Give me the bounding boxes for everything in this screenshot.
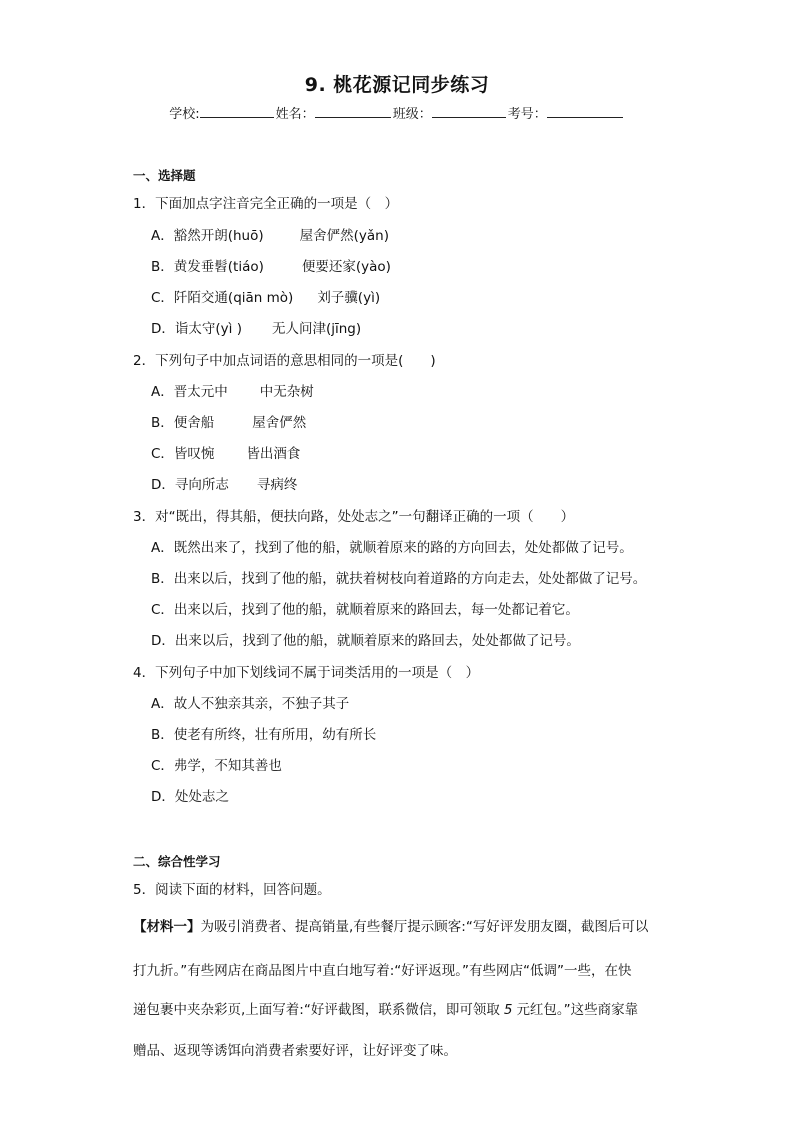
student-info-line — [0, 103, 794, 122]
material-line: 打九折。”有些网店在商品图片中直白地写着:“好评返现。”有些网店“低调”一些，在快 — [133, 963, 632, 979]
question-3-option-b: B．出来以后，找到了他的船，就扶着树枝向着道路的方向走去，处处都做了记号。 — [151, 571, 647, 587]
option-part: A．晋太元中 — [151, 384, 228, 400]
question-2-option-d — [151, 473, 297, 493]
question-5-stem: 5．阅读下面的材料，回答问题。 — [133, 882, 331, 898]
question-3-stem: 3．对“既出，得其船，便扶向路，处处志之”一句翻译正确的一项（ ） — [133, 509, 575, 525]
option-part: 无人问津(jīng) — [271, 321, 362, 337]
option-part: 屋舍俨然 — [252, 415, 307, 431]
material-line: 赠品、返现等诱饵向消费者索要好评，让好评变了味。 — [133, 1043, 457, 1059]
material-label: 【材料一】 — [133, 919, 201, 935]
question-3-option-c: C．出来以后，找到了他的船，就顺着原来的路回去，每一处都记着它。 — [151, 602, 579, 618]
exam-no-label: 考号： — [507, 107, 547, 122]
option-part: 屋舍俨然(yǎn) — [299, 228, 389, 244]
option-part: C．皆叹惋 — [151, 446, 215, 462]
option-part: 寻病终 — [256, 477, 298, 493]
question-2-option-c — [151, 442, 300, 462]
exam-no-blank — [547, 103, 623, 118]
material-number: 5 — [503, 1002, 513, 1018]
material-text: 递包裹中夹杂彩页,上面写着:“好评截图，联系微信，即可领取 — [133, 1002, 500, 1018]
material-line — [133, 998, 663, 1018]
question-4-option-b: B．使老有所终，壮有所用，幼有所长 — [151, 727, 377, 743]
school-label: 学校: — [169, 107, 200, 122]
question-4-option-c: C．弗学，不知其善也 — [151, 758, 282, 774]
question-4-stem: 4．下列句子中加下划线词不属于词类活用的一项是（ ） — [133, 665, 480, 681]
option-part: C．阡陌交通(qiān mò) — [151, 290, 294, 306]
option-part: 皆出酒食 — [246, 446, 301, 462]
material-text: 元红包。”这些商家靠 — [516, 1002, 639, 1018]
option-part: A．豁然开朗(huō) — [151, 228, 264, 244]
section-heading-choice: 一、选择题 — [133, 168, 196, 183]
material-text: 为吸引消费者、提高销量,有些餐厅提示顾客:“写好评发朋友圈，截图后可以 — [200, 919, 649, 935]
option-part: D．诣太守(yì ) — [151, 321, 242, 337]
question-4-option-a: A．故人不独亲其亲，不独子其子 — [151, 696, 350, 712]
question-1-option-b — [151, 255, 391, 275]
class-blank — [432, 103, 506, 118]
question-3-option-d: D．出来以后，找到了他的船，就顺着原来的路回去，处处都做了记号。 — [151, 633, 580, 649]
question-1-stem: 1．下面加点字注音完全正确的一项是（ ） — [133, 196, 399, 212]
name-blank — [315, 103, 391, 118]
section-heading-comprehensive: 二、综合性学习 — [133, 854, 221, 869]
option-part: D．寻向所志 — [151, 477, 229, 493]
school-blank — [200, 103, 274, 118]
page-title: 9. 桃花源记同步练习 — [304, 74, 490, 96]
question-2-stem: 2．下列句子中加点词语的意思相同的一项是( ) — [133, 353, 436, 369]
option-part: B．便舍船 — [151, 415, 215, 431]
question-3-option-a: A．既然出来了，找到了他的船，就顺着原来的路的方向回去，处处都做了记号。 — [151, 540, 633, 556]
class-label: 班级： — [392, 107, 432, 122]
option-part: 中无杂树 — [259, 384, 314, 400]
question-4-option-d: D．处处志之 — [151, 789, 229, 805]
question-1-option-d — [151, 317, 361, 337]
question-1-option-a — [151, 224, 389, 244]
question-1-option-c — [151, 286, 380, 306]
option-part: 刘子骥(yì) — [317, 290, 381, 306]
option-part: B．黄发垂髫(tiáo) — [151, 259, 264, 275]
name-label: 姓名： — [275, 107, 315, 122]
question-2-option-a — [151, 380, 314, 400]
question-2-option-b — [151, 411, 306, 431]
option-part: 便要还家(yào) — [301, 259, 391, 275]
material-line — [133, 915, 663, 935]
